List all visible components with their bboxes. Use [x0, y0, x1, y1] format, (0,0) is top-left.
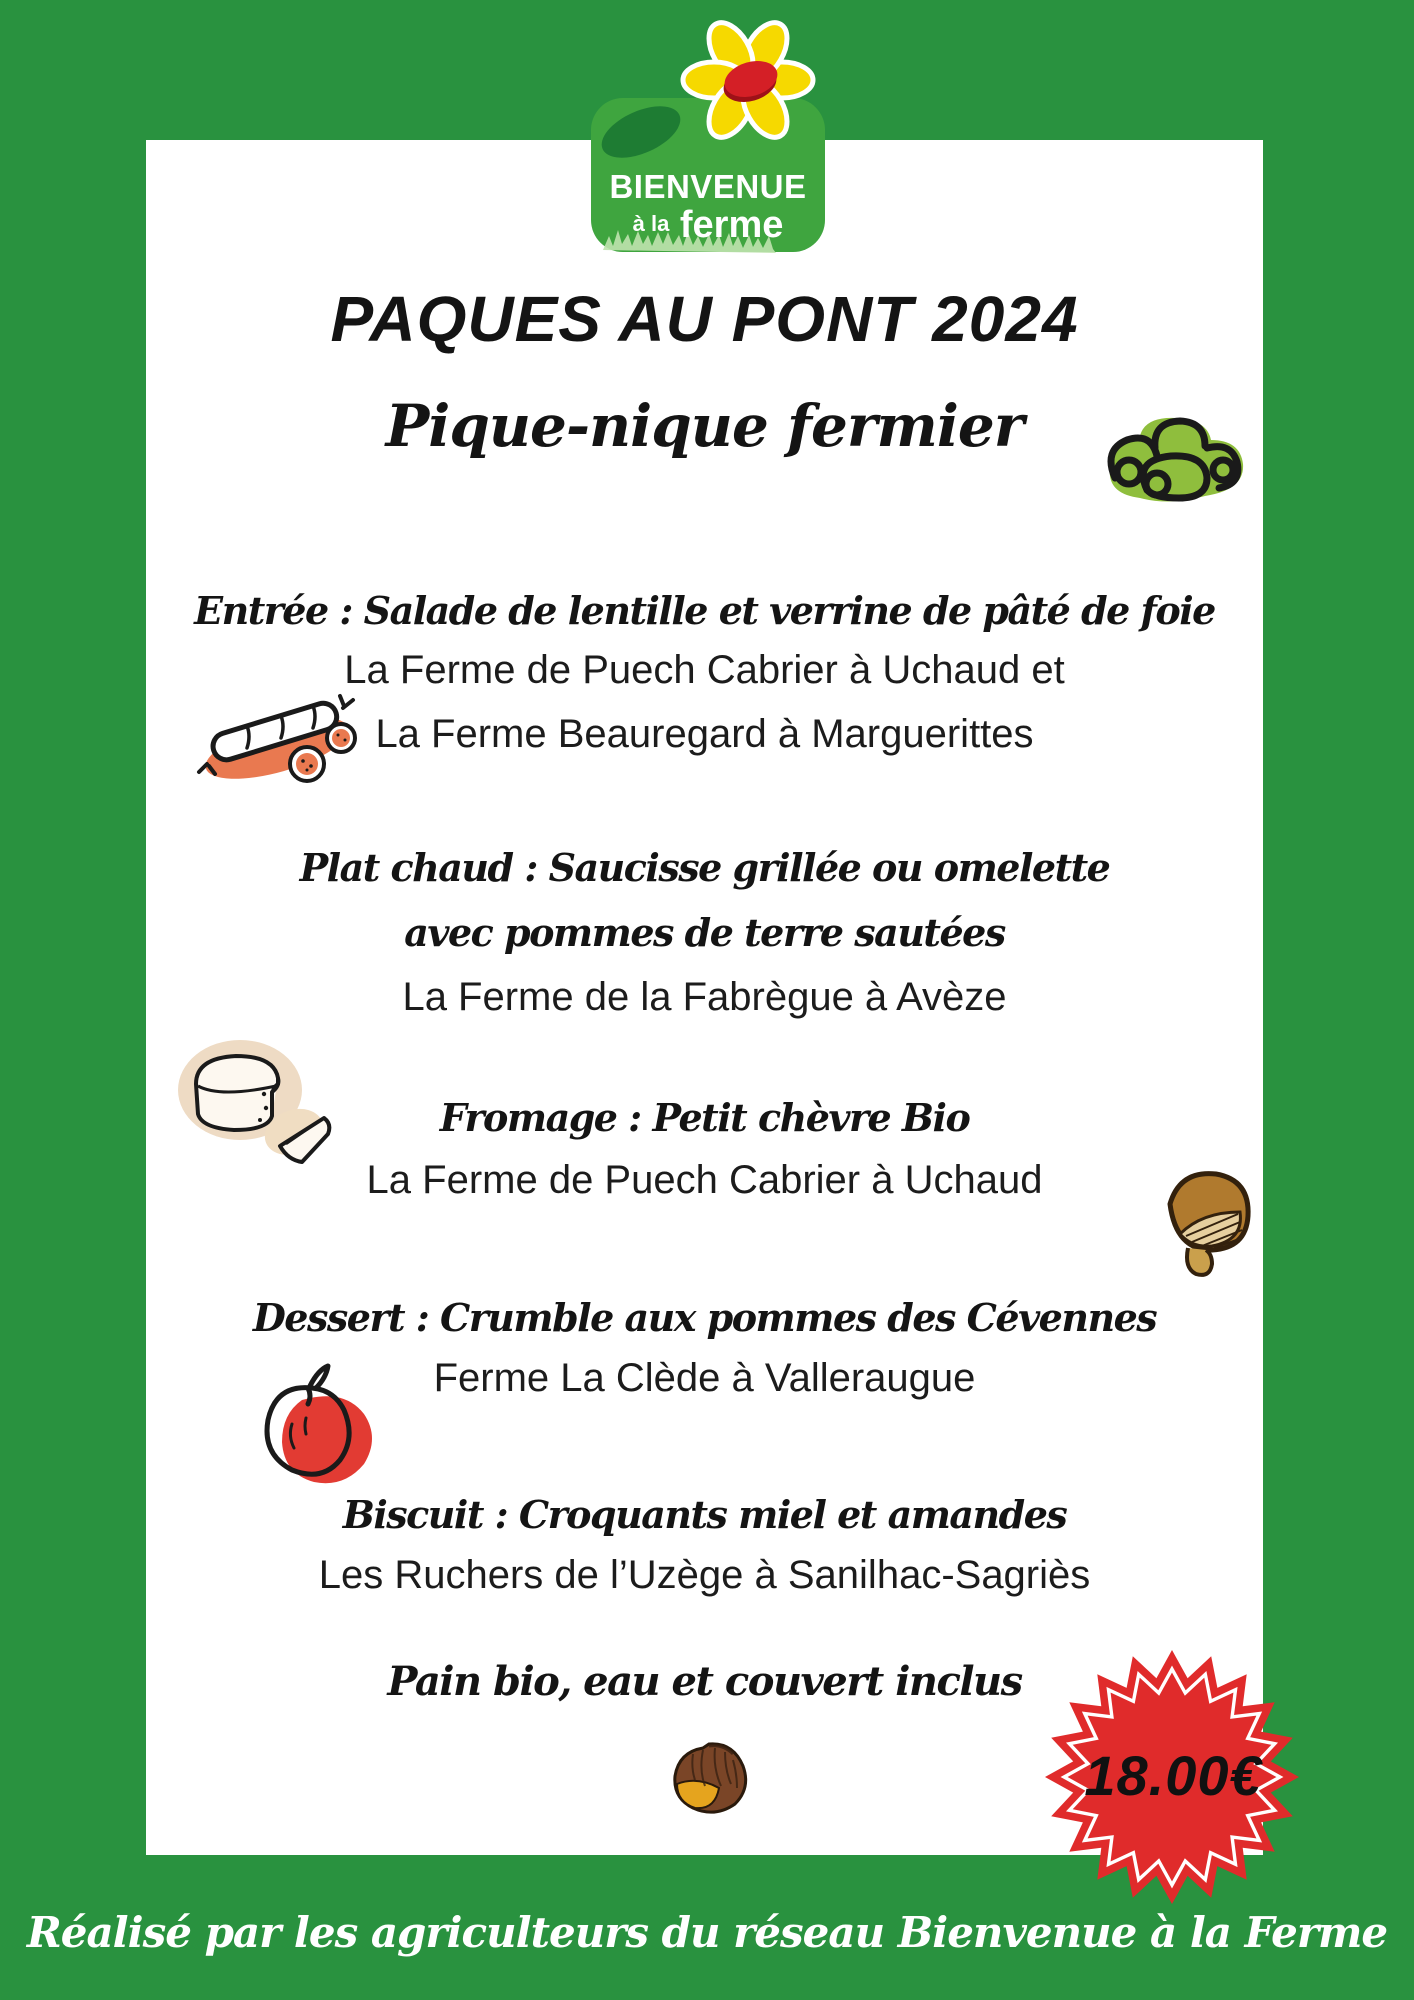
price-badge: [1042, 1645, 1304, 1911]
producer-biscuit: Les Ruchers de l’Uzège à Sanilhac-Sagriès: [318, 1553, 1091, 1597]
chestnut-icon: [663, 1740, 755, 1822]
page-subtitle: Pique-nique fermier: [385, 392, 1024, 460]
course-fromage: Fromage : Petit chèvre Bio: [439, 1095, 970, 1140]
footer-credit: Réalisé par les agriculteurs du réseau Bienvenue à la Ferme: [26, 1908, 1388, 1957]
apple-icon: [252, 1362, 400, 1492]
course-dessert: Dessert : Crumble aux pommes des Cévennes: [252, 1295, 1157, 1340]
course-entree: Entrée : Salade de lentille et verrine de pâté de foie: [194, 588, 1215, 633]
course-biscuit: Biscuit : Croquants miel et amandes: [342, 1492, 1067, 1537]
mushroom-icon: [1150, 1160, 1262, 1278]
page-title: PAQUES AU PONT 2024: [330, 283, 1079, 355]
course-plat-chaud: Plat chaud : Saucisse grillée ou omelette: [299, 845, 1110, 890]
logo-word-bienvenue: BIENVENUE: [609, 168, 807, 205]
logo-word-a-la: à la: [632, 211, 670, 236]
producer-entree-1: La Ferme de Puech Cabrier à Uchaud et: [344, 648, 1065, 692]
logo-word-ferme: à la ferme: [632, 204, 784, 246]
menu-note: Pain bio, eau et couvert inclus: [387, 1658, 1022, 1705]
bienvenue-a-la-ferme-logo: [563, 20, 853, 262]
olives-icon: [1085, 398, 1255, 510]
producer-fromage: La Ferme de Puech Cabrier à Uchaud: [366, 1158, 1043, 1202]
course-plat-chaud-line2: avec pommes de terre sautées: [404, 910, 1005, 955]
saucisson-icon: [195, 672, 367, 792]
producer-dessert: Ferme La Clède à Valleraugue: [433, 1356, 976, 1400]
price-label: 18.00€: [1084, 1744, 1262, 1807]
producer-entree-2: La Ferme Beauregard à Marguerittes: [375, 712, 1034, 756]
producer-plat-chaud: La Ferme de la Fabrègue à Avèze: [402, 975, 1007, 1019]
